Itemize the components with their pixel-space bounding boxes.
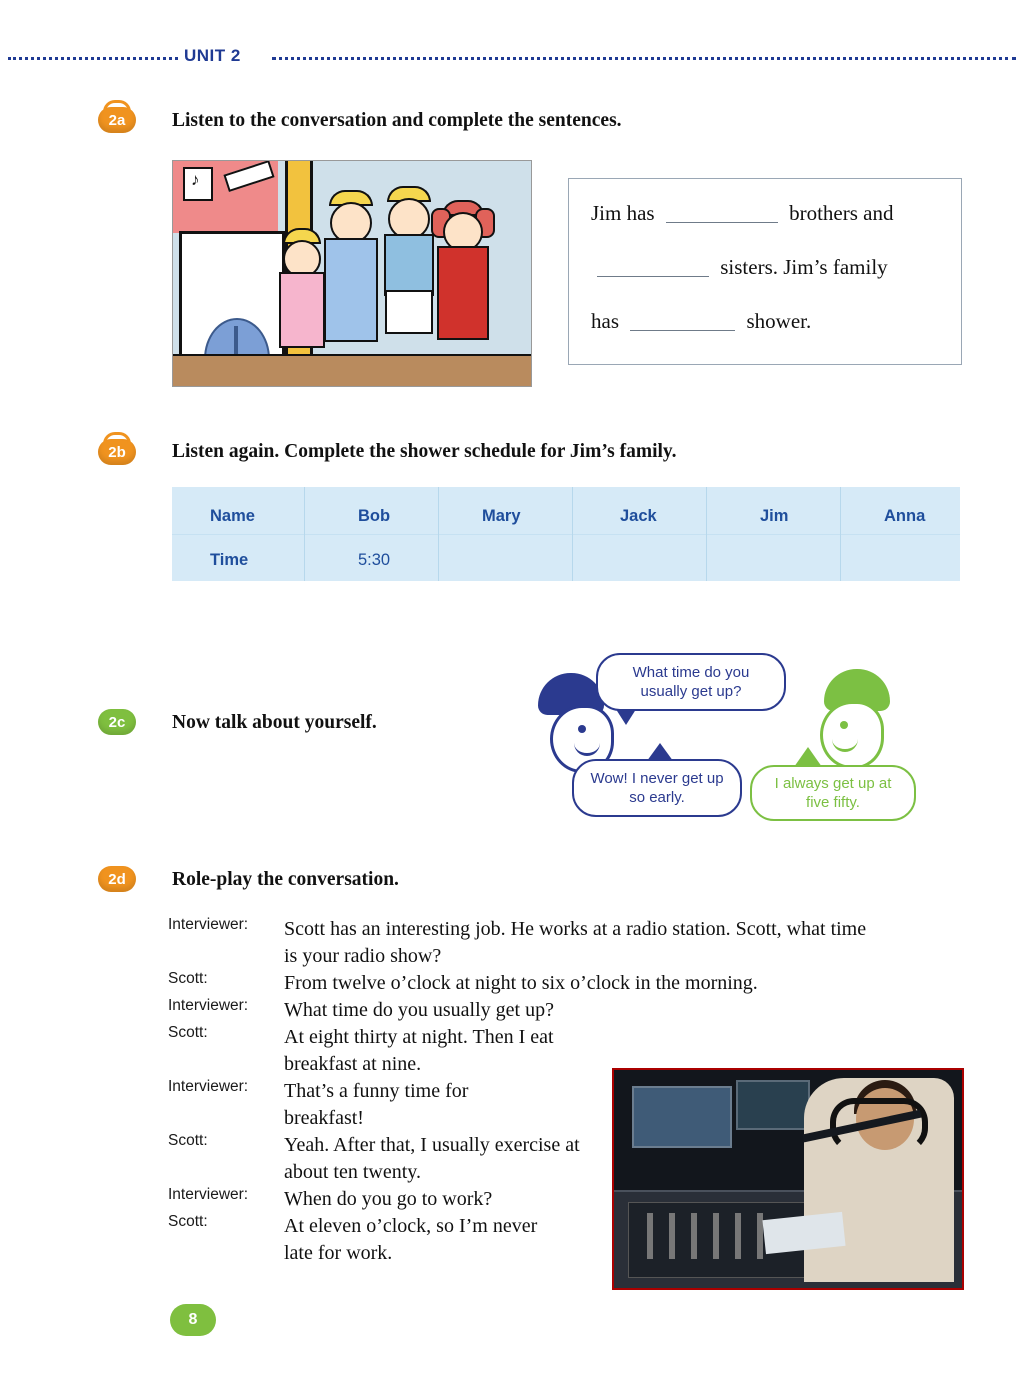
table-cell-time-bob[interactable]: 5:30	[358, 551, 391, 569]
speech-bubble-answer: I always get up at five fifty.	[750, 765, 916, 821]
cartoon-child-1	[279, 228, 325, 358]
music-poster-icon	[183, 167, 213, 201]
photo-fader	[713, 1213, 719, 1259]
dialogue-text: From twelve o’clock at night to six o’clock in the morning.	[284, 972, 758, 994]
child-body	[437, 246, 489, 340]
answer-line-1-pre: Jim has	[591, 201, 655, 225]
dialogue-speaker: Scott:	[168, 1213, 208, 1230]
cartoon-child-2	[323, 190, 379, 358]
photo-monitor	[632, 1086, 732, 1148]
header-dotted-rule-right	[272, 57, 1016, 60]
shower-schedule-table	[172, 487, 960, 581]
face-eye	[578, 725, 586, 733]
cartoon-child-3	[381, 186, 437, 358]
table-col-divider	[304, 487, 305, 581]
dialogue-text: What time do you usually get up?	[284, 999, 554, 1021]
exercise-prompt-2d: Role-play the conversation.	[172, 869, 399, 890]
table-row-divider	[172, 534, 960, 535]
page-number: 8	[170, 1304, 216, 1336]
table-row-label-time: Time	[210, 551, 249, 569]
dialogue-speaker: Scott:	[168, 1132, 208, 1149]
dialogue-speaker: Scott:	[168, 970, 208, 987]
dialogue-text: When do you go to work?	[284, 1188, 493, 1210]
answer-line-3	[591, 309, 941, 334]
exercise-badge-2a: 2a	[98, 107, 136, 133]
dialogue-speaker: Interviewer:	[168, 916, 249, 933]
child-legs	[385, 290, 433, 334]
exercise-prompt-2b: Listen again. Complete the shower schedule for Jim’s family.	[172, 441, 677, 462]
photo-secondary-monitor	[736, 1080, 810, 1130]
child-body	[279, 272, 325, 348]
dialogue-speaker: Interviewer:	[168, 1078, 249, 1095]
answer-line-3-post: shower.	[746, 309, 812, 333]
page-header	[0, 40, 1024, 76]
table-header-anna: Anna	[884, 507, 926, 525]
dialogue-text: At eleven o’clock, so I’m never late for work.	[284, 1215, 538, 1264]
exercise-badge-2c: 2c	[98, 709, 136, 735]
photo-radio-dj-at-console	[612, 1068, 964, 1290]
answer-blank-2[interactable]	[597, 256, 709, 277]
exercise-prompt-2c: Now talk about yourself.	[172, 712, 377, 733]
answer-box-2a	[568, 178, 962, 365]
dialogue-text: Yeah. After that, I usually exercise at about ten twenty.	[284, 1134, 580, 1183]
dialogue-speaker: Interviewer:	[168, 997, 249, 1014]
table-row-label-name: Name	[210, 507, 255, 525]
answer-line-1-post: brothers and	[789, 201, 894, 225]
unit-label: UNIT 2	[184, 46, 241, 65]
table-col-divider	[572, 487, 573, 581]
child-body	[384, 234, 434, 296]
dialogue-line	[168, 970, 928, 997]
dialogue-text: At eight thirty at night. Then I eat breakfast at nine.	[284, 1026, 554, 1075]
answer-line-2-post: sisters. Jim’s family	[720, 255, 888, 279]
photo-fader	[691, 1213, 697, 1259]
dialogue-speaker: Scott:	[168, 1024, 208, 1041]
answer-blank-1[interactable]	[666, 202, 778, 223]
header-dotted-rule-left	[8, 57, 178, 60]
cartoon-bathroom-door	[179, 231, 285, 362]
dialogue-line	[168, 916, 868, 970]
cartoon-floor	[173, 356, 531, 386]
table-header-mary: Mary	[482, 507, 521, 525]
exercise-prompt-2a: Listen to the conversation and complete the sentences.	[172, 110, 622, 131]
table-header-jim: Jim	[760, 507, 789, 525]
cartoon-child-4	[435, 198, 491, 358]
answer-line-3-pre: has	[591, 309, 619, 333]
answer-line-2	[591, 255, 941, 280]
photo-fader	[669, 1213, 675, 1259]
speech-bubble-tail-3	[794, 747, 822, 767]
speech-bubble-reaction: Wow! I never get up so early.	[572, 759, 742, 817]
answer-line-1	[591, 201, 941, 226]
exercise-badge-2b: 2b	[98, 439, 136, 465]
face-outline	[820, 701, 884, 769]
table-header-bob: Bob	[358, 507, 391, 525]
speech-bubble-question: What time do you usually get up?	[596, 653, 786, 711]
dialogue-text: That’s a funny time for breakfast!	[284, 1080, 469, 1129]
child-body	[324, 238, 378, 342]
table-col-divider	[438, 487, 439, 581]
dialogue-line	[168, 997, 928, 1024]
face-eye	[840, 721, 848, 729]
exercise-badge-2d: 2d	[98, 866, 136, 892]
answer-blank-3[interactable]	[630, 310, 735, 331]
table-col-divider	[706, 487, 707, 581]
table-col-divider	[840, 487, 841, 581]
dialogue-speaker: Interviewer:	[168, 1186, 249, 1203]
table-header-jack: Jack	[620, 507, 657, 525]
illustration-speech-bubbles	[520, 635, 940, 835]
photo-fader	[735, 1213, 741, 1259]
illustration-family-waiting-for-shower	[172, 160, 532, 387]
photo-fader	[647, 1213, 653, 1259]
dialogue-text: Scott has an interesting job. He works at a radio station. Scott, what time is your radio show?	[284, 918, 867, 967]
